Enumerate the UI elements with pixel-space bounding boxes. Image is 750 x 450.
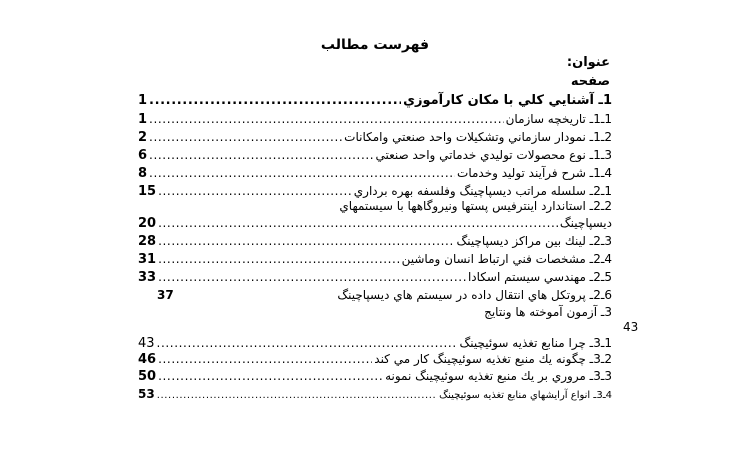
toc-entry-page: 53 [138, 387, 155, 401]
toc-entry-page: 1 [138, 112, 148, 127]
toc-entry-text: 4ـ2ـ مشخصات فني ارتباط انسان وماشين [401, 252, 612, 266]
toc-entry-text: 4ـ1ـ شرح فرآيند توليد وخدمات [457, 166, 612, 180]
toc-entry [138, 369, 612, 387]
leader-dots [158, 216, 558, 230]
toc-entry-page: 2 [138, 130, 148, 145]
toc-entry-text: 6ـ2ـ پروتكل هاي انتقال داده در سيستم هاي ديسپاچينگ [337, 288, 612, 302]
toc-entry-text: 5ـ2ـ مهندسي سيستم اسكادا [467, 270, 612, 284]
toc-entry-page: 43 [623, 320, 639, 334]
toc-entry-text: 3ـ1ـ نوع محصولات توليدي خدماتي واحد صنعتي [375, 148, 612, 162]
toc-entry [138, 252, 612, 270]
leader-dots [149, 130, 342, 144]
toc-entry [138, 166, 612, 184]
toc-entry-page: 31 [138, 252, 157, 267]
leader-dots [149, 112, 504, 126]
toc-entry [138, 234, 612, 252]
toc-entry-text: 2ـ1ـ نمودار سازماني وتشكيلات واحد صنعتي وامكانات [344, 130, 612, 144]
leader-dots [158, 252, 400, 266]
leader-dots [158, 234, 454, 248]
toc-entry-page: 37 [157, 288, 174, 302]
leader-dots [158, 369, 383, 383]
toc-entry-text: 3ـ2ـ لينك بين مراكز ديسپاچينگ [456, 234, 612, 248]
leader-dots [157, 390, 437, 401]
toc-entry-page: 46 [138, 352, 157, 367]
leader-dots [157, 336, 458, 350]
column-header-title: عنوان: [566, 55, 610, 70]
toc-entry-text: 2ـ2ـ استاندارد اينترفيس پستها ونيروگاهها با سيستمهاي [339, 199, 612, 213]
toc-entry-text: ديسپاچينگ [559, 216, 612, 230]
toc-entry-text: 3ـ آزمون آموخته ها ونتايج [484, 305, 612, 319]
toc-entry-page: 20 [138, 216, 157, 231]
toc-title: فهرست مطالب [320, 37, 430, 53]
toc-entry-page: 8 [138, 166, 148, 181]
toc-entry-page: 43 [138, 336, 155, 351]
toc-entry-text: 1ـ1ـ تاريخچه سازمان [505, 112, 612, 126]
toc-entry-text: 3ـ3ـ مروري بر يك منبع تغذيه سوئيچينگ نمونه [385, 369, 612, 383]
leader-dots [158, 184, 352, 198]
toc-entry-text: 1ـ آشنايي كلي با مكان كارآموزي [403, 93, 612, 108]
toc-entry [138, 130, 612, 148]
toc-entry-page: 50 [138, 369, 157, 384]
toc-entry [138, 216, 612, 234]
toc-entry [138, 93, 612, 111]
leader-dots [149, 93, 401, 108]
toc-entry-text: 1ـ2ـ سلسله مراتب ديسپاچينگ وفلسفه بهره برداري [353, 184, 612, 198]
leader-dots [149, 166, 455, 180]
toc-entry-page: 6 [138, 148, 148, 163]
toc-entry [138, 387, 612, 405]
toc-entry [138, 112, 612, 130]
toc-entry-text: 4ـ3ـ انواع آرايشهاي منابع تغذيه سوئيچينگ [439, 390, 612, 401]
leader-dots [149, 148, 373, 162]
leader-dots [158, 352, 372, 366]
toc-entry [138, 352, 612, 370]
toc-entry-page: 15 [138, 184, 157, 199]
toc-entry-text: 2ـ3ـ چگونه يك منبع تغذيه سوئيچينگ كار مي كند [374, 352, 612, 366]
toc-entry [138, 148, 612, 166]
toc-entry-page: 28 [138, 234, 157, 249]
column-header-page: صفحه [570, 74, 610, 89]
toc-entry-page: 1 [138, 93, 148, 108]
toc-entry-text: 1ـ3ـ چرا منابع تغذيه سوئيچينگ [459, 336, 612, 350]
toc-entry [138, 270, 612, 288]
toc-entry-page: 33 [138, 270, 157, 285]
leader-dots [158, 270, 466, 284]
